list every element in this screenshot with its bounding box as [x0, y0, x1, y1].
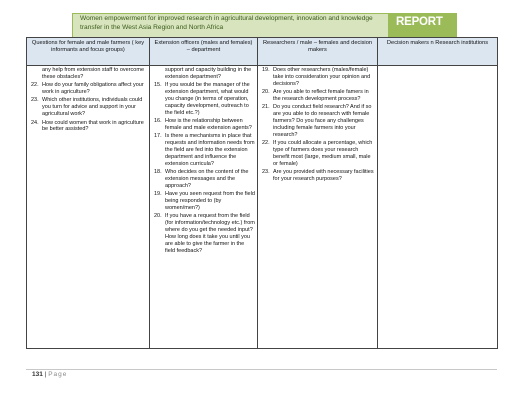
list-item: [262, 104, 375, 139]
question-number: 20.: [262, 89, 270, 96]
question-number: 16.: [154, 118, 162, 125]
list-item: [262, 169, 375, 183]
question-text: How could women that work in agriculture be better assisted?: [42, 119, 144, 133]
page-separator: |: [44, 371, 47, 378]
questions-table: [26, 37, 498, 349]
extension-questions-list: [154, 67, 255, 255]
question-number: 23.: [31, 97, 39, 104]
header-extension-officers: Extension officers (males and females) – department: [150, 38, 258, 66]
question-text: If you would be the manager of the extension department, what would you change (in terms of operation, capacity development, outreach to the field etc.?): [165, 82, 250, 116]
decision-maker-questions-cell: [378, 66, 498, 349]
list-item: [154, 82, 255, 117]
page-footer: [32, 371, 67, 378]
list-item: [262, 67, 375, 88]
question-number: 24.: [31, 119, 39, 126]
list-item: [31, 67, 147, 81]
report-banner: [72, 13, 457, 40]
researcher-questions-cell: [258, 66, 378, 349]
list-item: [154, 191, 255, 212]
question-text: If you have a request from the field (for information/technology etc.) from where do you get the needed input? How long does it take you until you are able to give the farmer in the field feedback?: [165, 213, 255, 254]
researcher-questions-list: [262, 67, 375, 183]
list-item: [154, 67, 255, 81]
question-text: Is there a mechanisms in place that requests and information needs from the field are fed into the extension department and influence the extension curricula?: [165, 133, 255, 167]
farmers-questions-cell: [27, 66, 150, 349]
question-text: any help from extension staff to overcome these obstacles?: [42, 67, 145, 80]
extension-questions-cell: [150, 66, 258, 349]
question-number: 22.: [31, 82, 39, 89]
list-item: [31, 82, 147, 96]
question-number: 18.: [154, 169, 162, 176]
question-text: Are you provided with necessary facilities for your research purposes?: [273, 169, 374, 183]
report-label: REPORT: [389, 13, 457, 40]
question-text: Who decides on the content of the extension messages and the approach?: [165, 169, 249, 190]
header-decision-makers: Decision makers n Research institutions: [378, 38, 498, 66]
question-text: Do you conduct field research? And if so are you able to do research with female farmers? Do you face any challenges including female farmers into your research?: [273, 104, 372, 138]
question-number: 19.: [262, 67, 270, 73]
list-item: [31, 97, 147, 118]
question-number: 21.: [262, 104, 270, 111]
question-text: Have you seen request from the field being responded to (by women/men?): [165, 191, 255, 212]
farmers-questions-list: [31, 67, 147, 133]
question-number: [154, 67, 165, 81]
page-number: 131: [32, 371, 43, 378]
table-header-row: [27, 38, 498, 66]
question-text: How do your family obligations affect your work in agriculture?: [42, 82, 144, 96]
list-item: [154, 133, 255, 168]
report-title: Women empowerment for improved research in agricultural development, innovation and knowledge transfer in the West Asia Region and North Africa: [72, 13, 389, 40]
header-researchers: Researchers / male – females and decision makers: [258, 38, 378, 66]
list-item: [31, 120, 147, 134]
question-text: Does other researchers (males/female) take into consideration your opinion and decisions?: [273, 67, 371, 87]
question-number: 22.: [262, 140, 270, 147]
question-number: 23.: [262, 169, 270, 176]
question-text: Are you able to reflect female famers in the research development process?: [273, 89, 369, 103]
question-text: If you could allocate a percentage, which type of farmers does your research benefit most (large, medium small, male or female): [273, 140, 373, 167]
question-text: support and capacity building in the extension department?: [165, 67, 252, 80]
footer-rule: [26, 369, 497, 370]
header-farmers: Questions for female and male farmers ( key informants and focus groups): [27, 38, 150, 66]
list-item: [154, 118, 255, 132]
list-item: [262, 140, 375, 168]
table-row: [27, 66, 498, 349]
question-text: How is the relationship between female and male extension agents?: [165, 118, 252, 132]
question-text: Which other institutions, individuals could you turn for advice and support in your agricultural work?: [42, 97, 143, 118]
question-number: 17.: [154, 133, 162, 140]
list-item: [154, 169, 255, 190]
list-item: [154, 213, 255, 254]
question-number: 20.: [154, 213, 162, 220]
question-number: [31, 67, 42, 81]
list-item: [262, 89, 375, 103]
question-number: 19.: [154, 191, 162, 198]
question-number: 15.: [154, 82, 162, 89]
page-word: Page: [48, 371, 68, 378]
